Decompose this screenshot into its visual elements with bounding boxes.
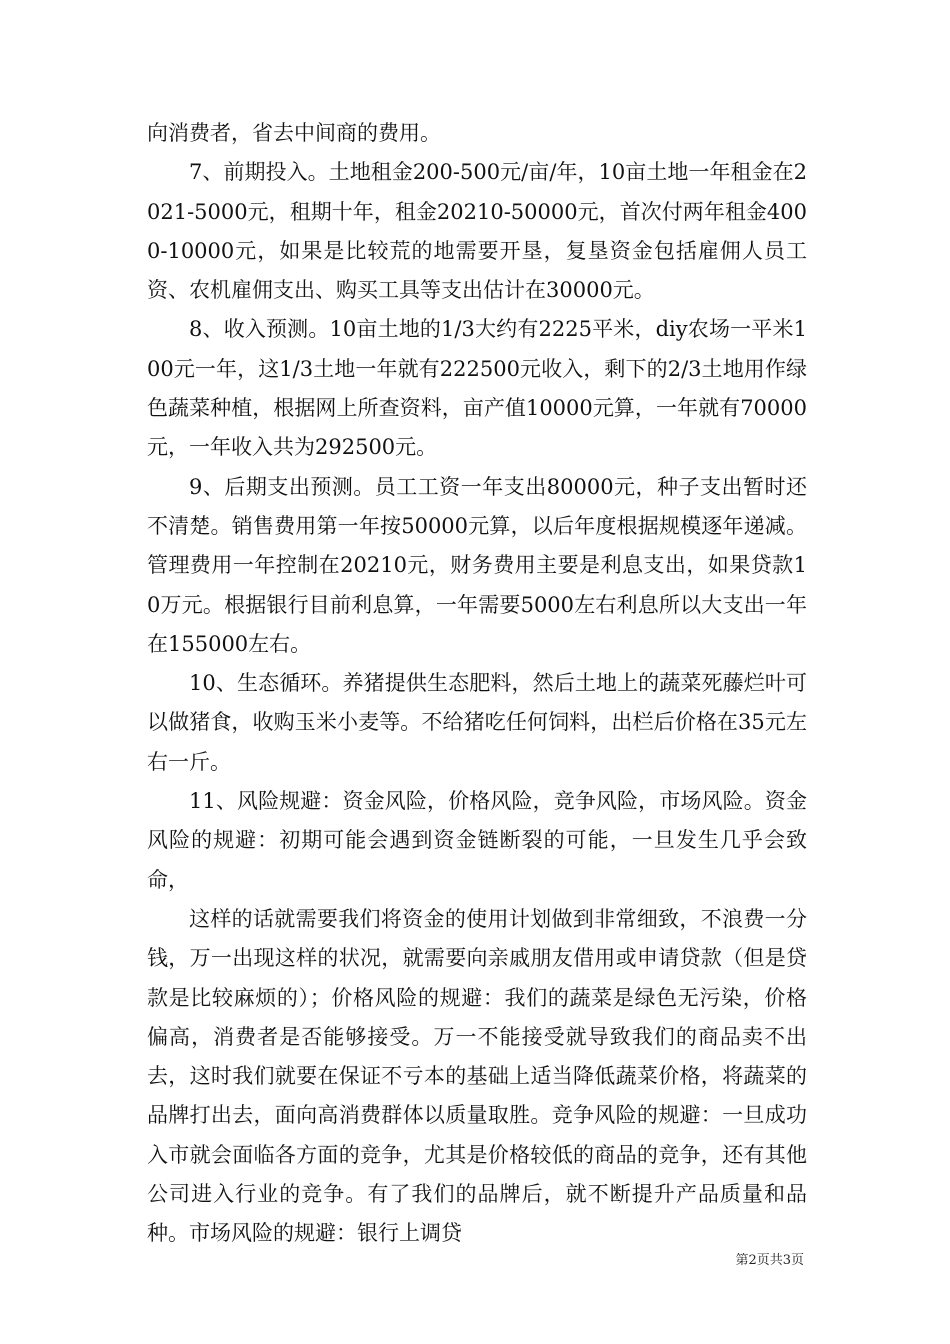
paragraph-expense-forecast: 9、后期支出预测。员工工资一年支出80000元，种子支出暂时还不清楚。销售费用第一年按50000元算，以后年度根据规模逐年递减。管理费用一年控制在20210元，财务费用主要是利息支出，如果贷款10万元。根据银行目前利息算，一年需要5000左右利息所以大支出一年在155000左右。 <box>147 474 807 656</box>
paragraph-initial-investment: 7、前期投入。土地租金200-500元/亩/年，10亩土地一年租金在2021-5000元，租期十年，租金20210-50000元，首次付两年租金4000-10000元，如果是比较荒的地需要开垦，复垦资金包括雇佣人员工资、农机雇佣支出、购买工具等支出估计在30000元。 <box>147 160 807 303</box>
paragraph-risk-avoidance: 11、风险规避：资金风险，价格风险，竞争风险，市场风险。资金风险的规避：初期可能会遇到资金链断裂的可能，一旦发生几乎会致命， <box>147 789 807 892</box>
page-number: 第2页共3页 <box>735 1253 804 1268</box>
document-body <box>147 114 807 1254</box>
paragraph-risk-details: 这样的话就需要我们将资金的使用计划做到非常细致，不浪费一分钱，万一出现这样的状况，就需要向亲戚朋友借用或申请贷款（但是贷款是比较麻烦的）；价格风险的规避：我们的蔬菜是绿色无污染，价格偏高，消费者是否能够接受。万一不能接受就导致我们的商品卖不出去，这时我们就要在保证不亏本的基础上适当降低蔬菜价格，将蔬菜的品牌打出去，面向高消费群体以质量取胜。竞争风险的规避：一旦成功入市就会面临各方面的竞争，尤其是价格较低的商品的竞争，还有其他公司进入行业的竞争。有了我们的品牌后，就不断提升产品质量和品种。市场风险的规避：银行上调贷 <box>147 906 807 1246</box>
paragraph-ecological-cycle: 10、生态循环。养猪提供生态肥料，然后土地上的蔬菜死藤烂叶可以做猪食，收购玉米小麦等。不给猪吃任何饲料，出栏后价格在35元左右一斤。 <box>147 671 807 774</box>
paragraph-continuation: 向消费者，省去中间商的费用。 <box>147 121 441 145</box>
paragraph-income-forecast: 8、收入预测。10亩土地的1/3大约有2225平米，diy农场一平米100元一年，这1/3土地一年就有222500元收入，剩下的2/3土地用作绿色蔬菜种植，根据网上所查资料，亩产值10000元算，一年就有70000元，一年收入共为292500元。 <box>147 317 807 460</box>
